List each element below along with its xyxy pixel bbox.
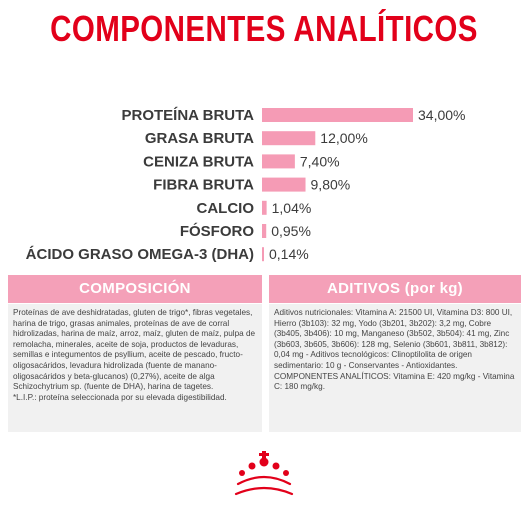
bars-group <box>26 107 466 263</box>
value-label: 34,00% <box>418 107 466 123</box>
category-label: FÓSFORO <box>179 223 254 240</box>
page-title: COMPONENTES ANALÍTICOS <box>50 8 478 49</box>
nutrient-bar-chart <box>0 100 528 265</box>
category-label: CALCIO <box>196 199 254 217</box>
crown-jewel-far-left <box>239 470 245 476</box>
category-label: GRASA BRUTA <box>144 130 254 148</box>
bar <box>262 224 266 238</box>
value-label: 7,40% <box>299 153 340 170</box>
aditivos-header-label: ADITIVOS (por kg) <box>327 280 463 297</box>
category-label: CENIZA BRUTA <box>143 153 254 171</box>
composicion-text: Proteínas de ave deshidratadas, gluten de trigo*, fibras vegetales, harina de trigo, grasas animales, proteínas de ave de corral hidrolizadas, harina de maíz, arroz, maíz, gluten de maíz, pulpa de remolacha, minerales, aceite de soja, productos de levaduras, semillas e integumentos de psyllium, aceite de pescado, fructo-oligosacáridos, levadura hidrolizada (fuente de manano-oligosacáridos y beta-glucanos) (0,27%), aceite de alga Schizochytrium sp. (fuente de DHA), harina de tagetes. <box>13 308 256 392</box>
crown-cross-bar <box>259 453 269 456</box>
bar <box>262 247 264 261</box>
bar <box>262 108 413 122</box>
crown-jewel-left <box>249 463 256 470</box>
bar <box>262 201 267 215</box>
value-label: 9,80% <box>310 176 351 193</box>
aditivos-header <box>269 275 521 303</box>
composicion-header <box>8 275 262 303</box>
composicion-panel <box>8 304 262 432</box>
crown-jewel-far-right <box>283 470 289 476</box>
crown-jewel-right <box>273 463 280 470</box>
value-label: 1,04% <box>271 199 312 216</box>
crown-base-arc <box>236 488 292 494</box>
value-label: 0,14% <box>269 246 309 263</box>
bar <box>262 131 315 145</box>
royal-canin-crown-icon <box>224 438 304 518</box>
category-label: PROTEÍNA BRUTA <box>121 107 254 124</box>
aditivos-panel <box>269 304 521 432</box>
value-label: 0,95% <box>271 223 311 239</box>
composicion-header-label: COMPOSICIÓN <box>79 280 191 297</box>
bar <box>262 178 306 192</box>
value-label: 12,00% <box>320 130 368 147</box>
crown-arc <box>238 477 290 484</box>
aditivos-text: Aditivos nutricionales: Vitamina A: 21500 UI, Vitamina D3: 800 UI, Hierro (3b103): 32 mg, Yodo (3b201, 3b202): 3,2 mg, Cobre (3b405, 3b406): 10 mg, Manganeso (3b502, 3b504): 41 mg, Zinc (3b603, 3b605, 3b606): 128 mg, Selenio (3b601, 3b811, 3b812): 0,04 mg - Aditivos tecnológicos: Clinoptilolita de origen sedimentario: 10 g - Conservantes - Antioxidantes. <box>274 308 513 370</box>
composicion-note: *L.I.P.: proteína seleccionada por su elevada digestibilidad. <box>13 392 227 402</box>
category-label: ÁCIDO GRASO OMEGA-3 (DHA) <box>25 246 254 264</box>
bar <box>262 154 295 168</box>
aditivos-text-2: COMPONENTES ANALÍTICOS: Vitamina E: 420 mg/kg - Vitamina C: 180 mg/kg. <box>274 371 515 392</box>
category-label: FIBRA BRUTA <box>153 176 254 194</box>
